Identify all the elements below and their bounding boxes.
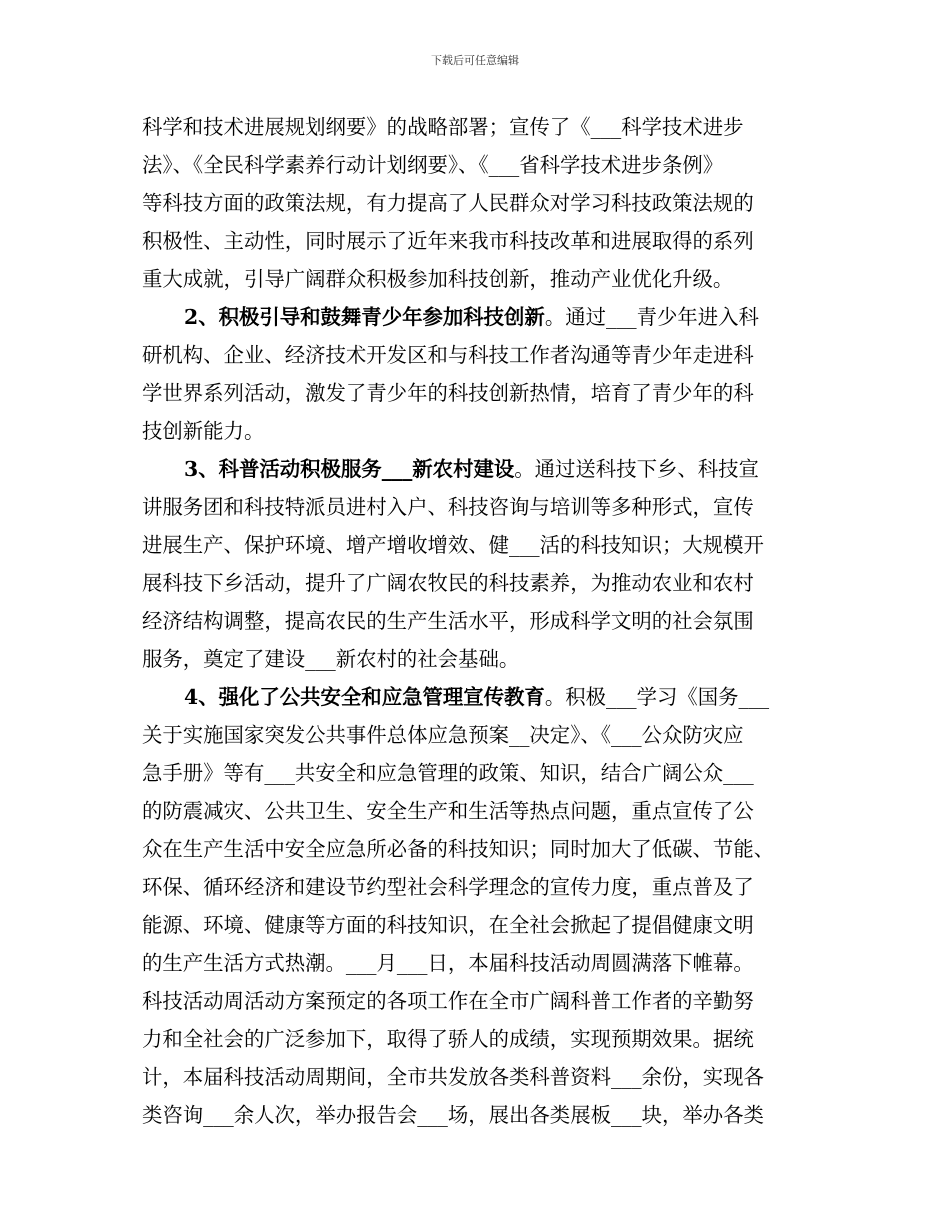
body-text: 展科技下乡活动，提升了广阔农牧民的科技素养，为推动农业和农村 (142, 571, 754, 595)
heading-text: 2、积极引导和鼓舞青少年参加科技创新 (184, 305, 545, 329)
body-text: 经济结构调整，提高农民的生产生活水平，形成科学文明的社会氛围 (142, 609, 754, 633)
text-line (142, 1058, 814, 1096)
text-line (142, 488, 814, 526)
body-text: 众在生产生活中安全应急所必备的科技知识；同时加大了低碳、节能、 (142, 837, 775, 861)
heading-text: 4、强化了公共安全和应急管理宣传教育 (184, 685, 545, 709)
paragraph-heading-line (142, 450, 814, 488)
text-line (142, 792, 814, 830)
body-text: 讲服务团和科技特派员进村入户、科技咨询与培训等多种形式，宣传 (142, 495, 754, 519)
body-text: 进展生产、保护环境、增产增收增效、健___活的科技知识；大规模开 (142, 533, 764, 557)
paragraph-heading-line (142, 678, 814, 716)
body-text: 力和全社会的广泛参加下，取得了骄人的成绩，实现预期效果。据统 (142, 1027, 754, 1051)
text-line (142, 1020, 814, 1058)
body-text: 。积极___学习《国务___ (544, 685, 770, 709)
text-line (142, 868, 814, 906)
text-line (142, 412, 814, 450)
text-line (142, 222, 814, 260)
body-text: 环保、循环经济和建设节约型社会科学理念的宣传力度，重点普及了 (142, 875, 754, 899)
text-line (142, 108, 814, 146)
text-line (142, 526, 814, 564)
body-text: 学世界系列活动，激发了青少年的科技创新热情，培育了青少年的科 (142, 381, 754, 405)
body-text: 的生产生活方式热潮。___月___日，本届科技活动周圆满落下帷幕。 (142, 951, 754, 975)
text-line (142, 602, 814, 640)
body-text: 能源、环境、健康等方面的科技知识，在全社会掀起了提倡健康文明 (142, 913, 754, 937)
text-line (142, 906, 814, 944)
paragraph-heading-line (142, 298, 814, 336)
page-header: 下载后可任意编辑 (431, 54, 519, 67)
body-text: 急手册》等有___共安全和应急管理的政策、知识，结合广阔公众___ (142, 761, 754, 785)
body-text: 科学和技术进展规划纲要》的战略部署；宣传了《___科学技术进步 (142, 115, 744, 139)
body-text: 类咨询___余人次，举办报告会___场，展出各类展板___块，举办各类 (142, 1103, 764, 1127)
body-text: 重大成就，引导广阔群众积极参加科技创新，推动产业优化升级。 (142, 267, 734, 291)
text-line (142, 982, 814, 1020)
body-text: 服务，奠定了建设___新农村的社会基础。 (142, 647, 520, 671)
body-text: 研机构、企业、经济技术开发区和与科技工作者沟通等青少年走进科 (142, 343, 754, 367)
heading-text: 3、科普活动积极服务___新农村建设 (184, 457, 515, 481)
body-text: 。通过___青少年进入科 (544, 305, 759, 329)
text-line (142, 716, 814, 754)
text-line (142, 640, 814, 678)
body-text: 关于实施国家突发公共事件总体应急预案__决定》、《___公众防灾应 (142, 723, 744, 747)
text-line (142, 564, 814, 602)
text-line (142, 184, 814, 222)
body-text: 计，本届科技活动周期间，全市共发放各类科普资料___余份，实现各 (142, 1065, 764, 1089)
text-line (142, 336, 814, 374)
document-body (142, 108, 814, 1134)
body-text: 积极性、主动性，同时展示了近年来我市科技改革和进展取得的系列 (142, 229, 754, 253)
text-line (142, 944, 814, 982)
text-line (142, 146, 814, 184)
text-line (142, 374, 814, 412)
text-line (142, 830, 814, 868)
body-text: 等科技方面的政策法规，有力提高了人民群众对学习科技政策法规的 (142, 191, 754, 215)
text-line (142, 260, 814, 298)
body-text: 科技活动周活动方案预定的各项工作在全市广阔科普工作者的辛勤努 (142, 989, 754, 1013)
body-text: 法》、《全民科学素养行动计划纲要》、《___省科学技术进步条例》 (142, 153, 724, 177)
body-text: 的防震减灾、公共卫生、安全生产和生活等热点问题，重点宣传了公 (142, 799, 754, 823)
body-text: 。通过送科技下乡、科技宣 (514, 457, 759, 481)
text-line (142, 754, 814, 792)
body-text: 技创新能力。 (142, 419, 265, 443)
text-line (142, 1096, 814, 1134)
